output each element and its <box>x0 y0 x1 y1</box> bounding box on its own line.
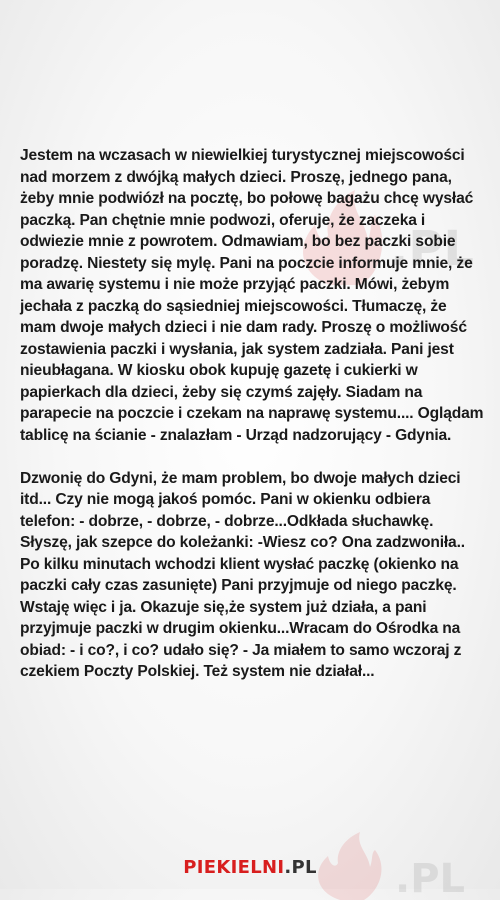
story-paragraph-2: Dzwonię do Gdyni, że mam problem, bo dwoje małych dzieci itd... Czy nie mogą jakoś pomóc. Pani w okienku odbiera telefon: - dobrze, - dobrze, - dobrze...Odkłada słuchawkę. Słyszę, jak szepce do koleżanki: -Wiesz co? Ona zadzwoniła.. Po kilku minutach wchodzi klient wysłać paczkę (okienko na paczki cały czas zasunięte) Pani przyjmuje od niego paczkę. Wstaję więc i ja. Okazuje się,że system już działa, a pani przyjmuje paczki w drugim okienku...Wracam do Ośrodka na obiad: - i co?, i co? udało się? - Ja miałem to samo wczoraj z czekiem Poczty Polskiej. Też system nie działał... <box>20 469 465 680</box>
svg-text:.PL: .PL <box>395 856 465 900</box>
brand-name: PIEKIELNI <box>183 857 285 878</box>
story-paragraph-1: Jestem na wczasach w niewielkiej turystycznej miejscowości nad morzem z dwójką małych dzieci. Proszę, jednego pana, żeby mnie podwiózł na pocztę, bo połowę bagażu chcę wysłać paczką. Pan chętnie mnie podwozi, oferuje, że zaczeka i odwiezie mnie z powrotem. Odmawiam, bo bez paczki sobie poradzę. Niestety się mylę. Pani na poczcie informuje mnie, że ma awarię systemu i nie może przyjąć paczki. Mówi, żebym jechała z paczką do sąsiedniej miejscowości. Tłumaczę, że mam dwoje małych dzieci i nie dam rady. Proszę o możliwość zostawienia paczki i wysłania, jak system zadziała. Pani jest nieubłagana. W kiosku obok kupuję gazetę i cukierki w papierkach dla dzieci, żeby się czymś zajęły. Siadam na parapecie na poczcie i czekam na naprawę systemu.... Oglądam tablicę na ścianie - znalazłam - Urząd nadzorujący - Gdynia. <box>20 147 484 444</box>
story-text <box>20 145 484 704</box>
brand-suffix: .PL <box>284 857 317 878</box>
svg-text:.PL: .PL <box>390 221 474 277</box>
brand-footer <box>0 857 500 878</box>
